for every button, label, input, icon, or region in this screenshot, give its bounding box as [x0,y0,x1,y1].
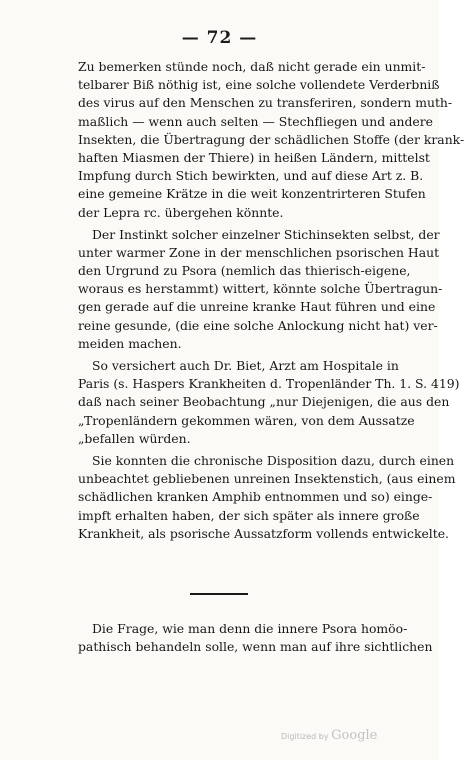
watermark-brand: Google [331,728,378,743]
text-line: Krankheit, als psorische Aussatzform vollends entwickelte. [78,525,449,541]
text-line: eine gemeine Krätze in die weit konzentrirteren Stufen [78,186,426,202]
text-line: gen gerade auf die unreine kranke Haut führen und eine [78,299,436,315]
text-line: haften Miasmen der Thiere) in heißen Ländern, mittelst [78,149,430,165]
text-line: woraus es herstammt) wittert, könnte solche Übertragun- [78,281,443,297]
text-line: Zu bemerken stünde noch, daß nicht gerade ein unmit- [78,59,426,74]
text-line: Impfung durch Stich bewirkten, und auf diese Art z. B. [78,168,424,184]
text-line: maßlich — wenn auch selten — Stechfliegen und andere [78,113,433,129]
text-line: daß nach seiner Beobachtung „nur Diejenigen, die aus den [78,394,450,410]
text-line: reine gesunde, (die eine solche Anlockung nicht hat) ver- [78,317,438,333]
paragraph-1 [78,58,464,222]
text-line: So versichert auch Dr. Biet, Arzt am Hospitale in [92,358,399,373]
main-text-block [78,58,464,543]
text-line: unter warmer Zone in der menschlichen psorischen Haut [78,244,440,260]
text-line: Insekten, die Übertragung der schädlichen Stoffe (der krank- [78,131,464,147]
text-line: „Tropenländern gekommen wären, von dem Aussatze [78,412,415,428]
text-line: des virus auf den Menschen zu transferiren, sondern muth- [78,95,453,111]
digitization-watermark [281,728,377,743]
text-line: „befallen würden. [78,430,191,446]
paragraph-4 [78,452,456,543]
paragraph-3 [78,357,460,448]
text-line: Paris (s. Haspers Krankheiten d. Tropenländer Th. 1. S. 419) [78,376,460,392]
text-line: der Lepra rc. übergehen könnte. [78,204,284,220]
text-line: unbeachtet gebliebenen unreinen Insektenstich, (aus einem [78,471,456,487]
text-line: Sie konnten die chronische Disposition dazu, durch einen [92,452,455,468]
text-line: schädlichen kranken Amphib entnommen und so) einge- [78,489,433,505]
text-line: pathisch behandeln solle, wenn man auf ihre sichtlichen [78,639,433,655]
text-line: telbarer Biß nöthig ist, eine solche vollendete Verderbniß [78,77,440,93]
page-number: — 72 — [181,28,258,48]
text-line: meiden machen. [78,335,182,351]
text-line: impft erhalten haben, der sich später als innere große [78,507,420,523]
watermark-prefix: Digitized by [281,732,329,741]
text-line: Der Instinkt solcher einzelner Stichinsekten selbst, der [92,226,440,242]
section-2-text-block [78,620,433,656]
section-divider [190,593,248,595]
text-line: Die Frage, wie man denn die innere Psora homöo- [92,621,408,636]
paragraph-2 [78,226,443,353]
text-line: den Urgrund zu Psora (nemlich das thierisch-eigene, [78,263,411,279]
